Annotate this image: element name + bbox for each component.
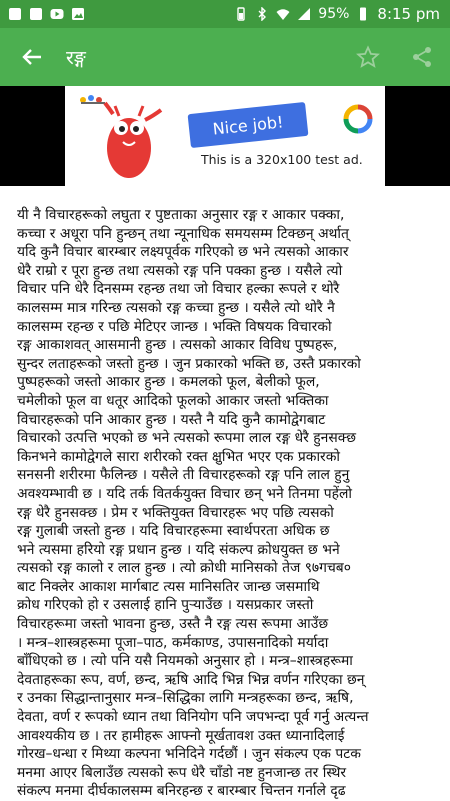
article-line: आवश्यकीय छ । तर हामीहरू आफ्नो मूर्खतावश उक्त ध्यानादिलाई <box>17 727 345 744</box>
article-line: कालसम्म मात्र गरिन्छ त्यसको रङ्ग कच्चा हुन्छ । यसैले त्यो थोरै नै <box>17 299 335 316</box>
article-line: त्यसको रङ्ग कालो र लाल हुन्छ । त्यो क्रोधी मानिसको तेज ९७गचब० <box>17 560 351 577</box>
system-icons <box>234 0 440 28</box>
nice-job-badge: Nice job! <box>188 102 309 148</box>
monster-mascot-icon <box>65 86 195 186</box>
ad-container <box>0 86 450 186</box>
article-line: किनभने कामोद्वेगले सारा शरीरको रक्त क्षुभित भएर एक प्रकारको <box>17 448 340 465</box>
article-line: बाट निक्लेर आकाश मार्गबाट त्यस मानिसतिर जान्छ जसमाथि <box>17 578 320 595</box>
article-line: गोरख–धन्धा र मिथ्या कल्पना भनिदिने गर्दछौं । जुन संकल्प एक पटक <box>17 746 361 763</box>
favorite-button[interactable] <box>356 45 380 69</box>
article-body <box>17 206 437 801</box>
ad-brand-logo-icon <box>343 104 373 134</box>
article-line: चमेलीको फूल वा धतूर आदिको फूलको आकार जस्तो भक्तिका <box>17 392 329 409</box>
wifi-icon <box>276 7 290 21</box>
article-line: विचारहरूमा जस्तो भावना हुन्छ, उस्तै नै रङ्ग त्यस रूपमा आउँछ <box>17 616 329 633</box>
battery-saver-icon <box>234 7 248 21</box>
article-line: विचारहरूको पनि आकार हुन्छ । यस्तै नै यदि कुनै कामोद्वेगबाट <box>17 411 326 428</box>
share-button[interactable] <box>410 45 434 69</box>
article-line: क्रोध गरिएको हो र उसलाई हानि पुर्‍याउँछ । यसप्रकार जस्तो <box>17 597 314 614</box>
ad-banner[interactable] <box>65 86 385 186</box>
star-outline-icon <box>356 45 380 69</box>
app-bar <box>0 28 450 86</box>
article-line: देवताहरूका रूप, वर्ण, छन्द, ऋषि आदि भिन्न भिन्न वर्णन गरिएका छन् <box>17 671 365 688</box>
clock: 8:15 pm <box>377 5 440 23</box>
article-line: रङ्ग गुलाबी जस्तो हुन्छ । यदि विचारहरूमा स्वार्थपरता अधिक छ <box>17 523 330 540</box>
article-line: यी नै विचारहरूको लघुता र पुष्टताका अनुसार रङ्ग र आकार पक्का, <box>17 207 345 223</box>
article-line: धेरै राम्रो र पूरा हुन्छ तथा त्यसको रङ्ग पनि पक्का हुन्छ । यसैले त्यो <box>17 262 343 279</box>
article-line: देवता, वर्ण र रूपको ध्यान तथा विनियोग पनि जपभन्दा पूर्व गर्नु अत्यन्त <box>17 709 369 726</box>
article-line: । मन्त्र–शास्त्रहरूमा पूजा–पाठ, कर्मकाण्ड, उपासनादिको मर्यादा <box>17 634 329 651</box>
image-icon <box>71 7 85 21</box>
cellular-signal-icon <box>297 7 311 21</box>
article-line: यदि कुनै विचार बारम्बार लक्ष्यपूर्वक गरिएको छ भने त्यसको आकार <box>17 244 349 261</box>
article-line: सनसनी शरीरमा फैलिन्छ । यसैले ती विचारहरूको रङ्ग पनि लाल हुनु <box>17 467 350 484</box>
ad-caption: This is a 320x100 test ad. <box>201 152 363 167</box>
status-bar <box>0 0 450 28</box>
article-line: विचार पनि धेरै दिनसम्म रहन्छ तथा जो विचार हल्का रूपले र थोरै <box>17 281 340 298</box>
battery-icon <box>356 7 370 21</box>
bluetooth-icon <box>255 7 269 21</box>
article-line: कच्चा र अधूरा पनि हुन्छन् तथा न्यूनाधिक समयसम्म टिक्छन् अर्थात् <box>17 225 349 242</box>
article-line: मनमा आएर बिलाउँछ त्यसको रूप धेरै चाँडो नष्ट हुनजान्छ तर स्थिर <box>17 764 347 781</box>
article-line: कालसम्म रहन्छ र पछि मेटिएर जान्छ । भक्ति विषयक विचारको <box>17 318 332 335</box>
share-icon <box>410 45 434 69</box>
article-line: भने त्यसमा हरियो रङ्ग प्रधान हुन्छ । यदि संकल्प क्रोधयुक्त छ भने <box>17 541 340 558</box>
article-line: बाँधिएको छ । त्यो पनि यसै नियमको अनुसार हो । मन्त्र–शास्त्रहरूमा <box>17 653 353 670</box>
article-line: रङ्ग धेरै हुनसक्छ । प्रेम र भक्तियुक्त विचारहरू भए पछि त्यसको <box>17 504 334 521</box>
notification-square-icon <box>29 7 43 21</box>
back-arrow-icon <box>21 46 43 68</box>
article-line: पुष्पहरूको जस्तो आकार हुन्छ । कमलको फूल, बेलीको फूल, <box>17 374 320 391</box>
notification-square-icon <box>8 7 22 21</box>
article-line: विचारको उत्पत्ति भएको छ भने त्यसको रूपमा लाल रङ्ग धेरै हुनसक्छ <box>17 430 356 447</box>
article-line: र उनका सिद्धान्तानुसार मन्त्र–सिद्धिका लागि मन्त्रहरूका छन्द, ऋषि, <box>17 690 354 707</box>
page-title: रङ्ग <box>66 47 86 69</box>
article-line: संकल्प मनमा दीर्घकालसम्म बनिरहन्छ र बारम्बार चिन्तन गर्नाले दृढ <box>17 783 346 800</box>
notification-icons <box>0 7 85 21</box>
article-line: रङ्ग आकाशवत् आसमानी हुन्छ । त्यसको आकार विविध पुष्पहरू, <box>17 337 338 354</box>
article-line: अवश्यम्भावी छ । यदि तर्क वितर्कयुक्त विचार छन् भने तिनमा पहेंलो <box>17 485 352 502</box>
back-button[interactable] <box>18 43 46 71</box>
youtube-icon <box>50 7 64 21</box>
battery-percent: 95% <box>318 6 350 22</box>
article-line: सुन्दर लताहरूको जस्तो हुन्छ । जुन प्रकारको भक्ति छ, उस्तै प्रकारको <box>17 355 361 372</box>
